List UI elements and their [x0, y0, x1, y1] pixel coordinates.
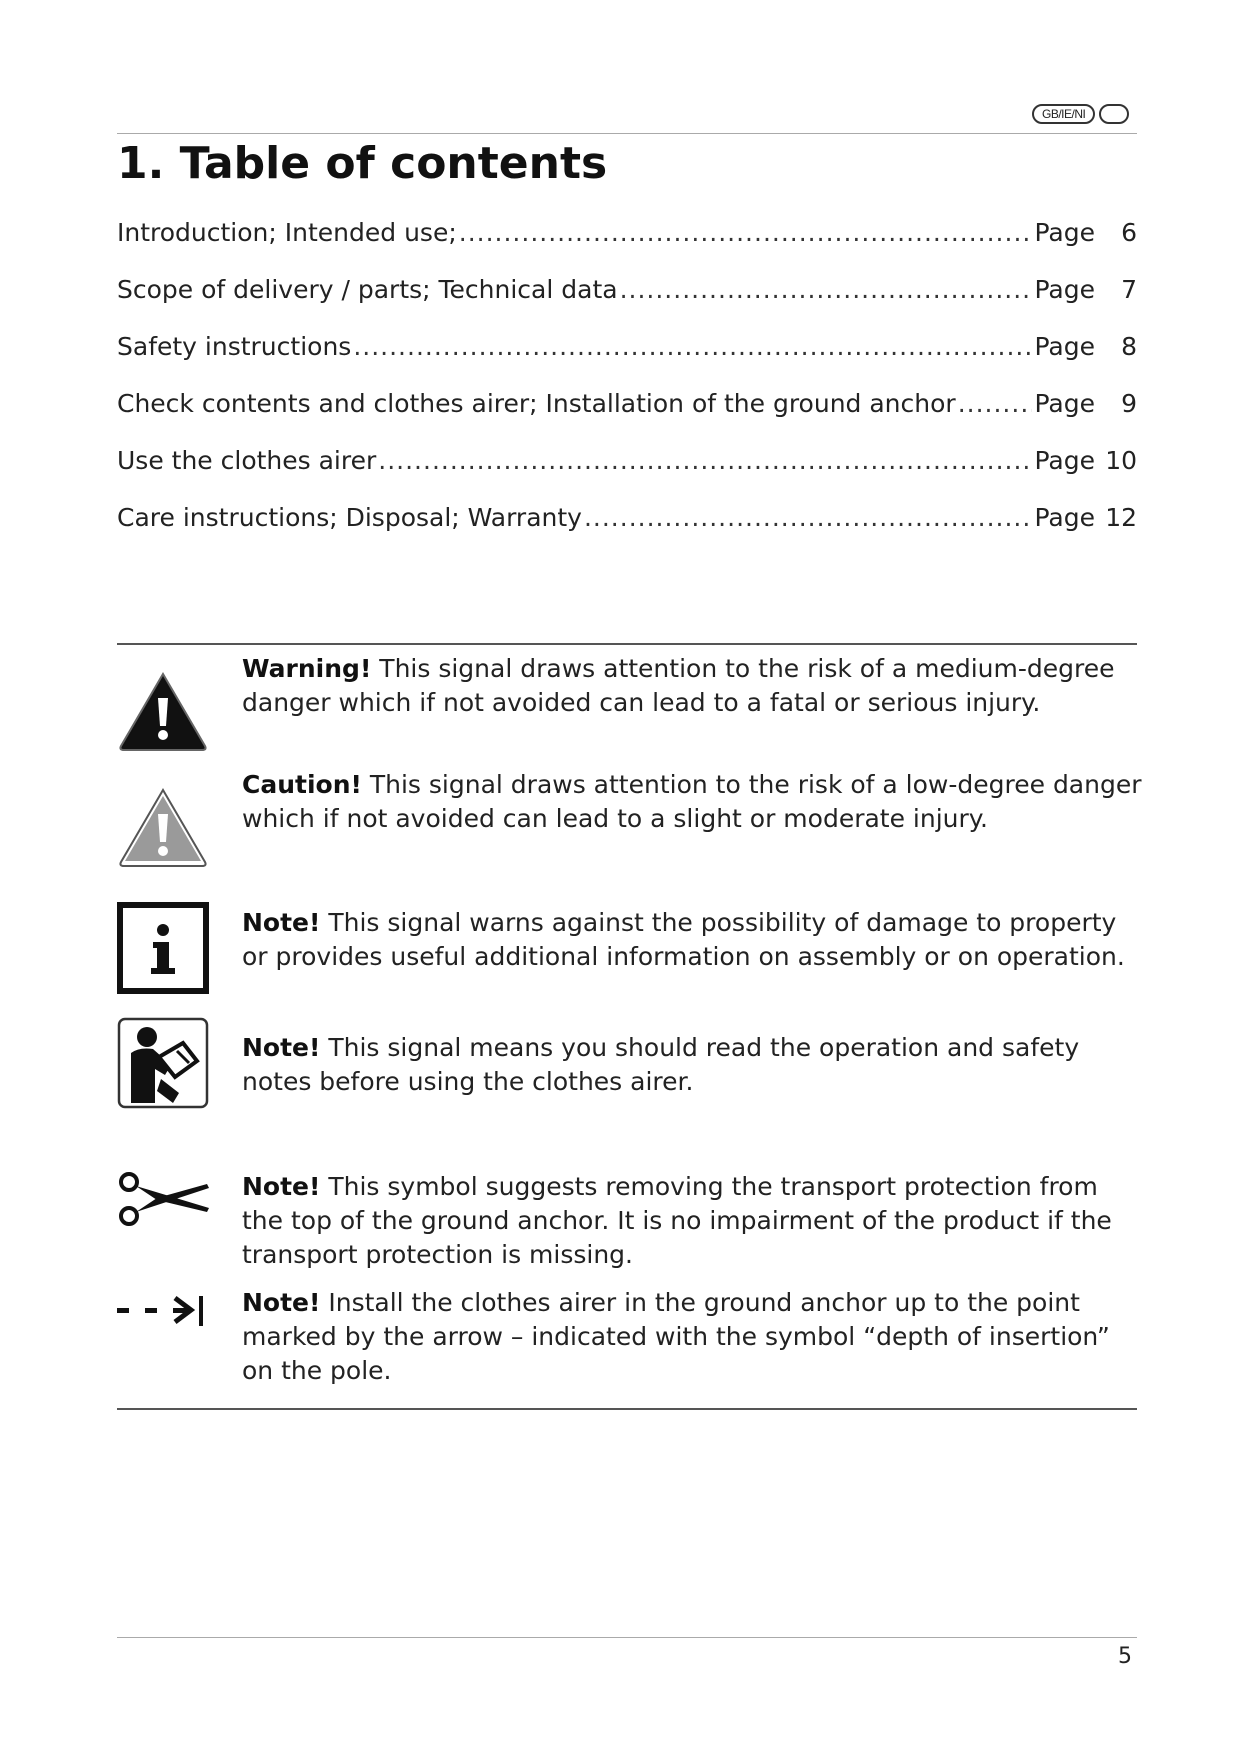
- note-text: Note! Install the clothes airer in the ground anchor up to the point marked by the arrow – indicated with the symbol “depth of insertion” on the pole.: [242, 1288, 1110, 1385]
- toc-entry-page: Page 7: [1034, 275, 1137, 304]
- toc-leader-dots: [620, 275, 1033, 304]
- info-icon: [117, 902, 211, 998]
- page-title: 1. Table of contents: [117, 138, 608, 189]
- read-manual-icon: [117, 1017, 211, 1113]
- toc-leader-dots: [958, 389, 1033, 418]
- scissors-icon: [117, 1170, 211, 1234]
- table-of-contents: [117, 218, 1137, 560]
- toc-entry-label: Use the clothes airer: [117, 446, 377, 475]
- toc-entry-label: Check contents and clothes airer; Installation of the ground anchor: [117, 389, 956, 418]
- language-codes: GB/IE/NI: [1032, 104, 1095, 124]
- toc-entry-label: Introduction; Intended use;: [117, 218, 457, 247]
- toc-entry-page: Page 9: [1034, 389, 1137, 418]
- toc-leader-dots: [459, 218, 1033, 247]
- language-blank-pill: [1099, 104, 1129, 124]
- page-number: 5: [1118, 1644, 1132, 1669]
- note-text: Note! This signal means you should read the operation and safety notes before using the clothes airer.: [242, 1033, 1080, 1096]
- section-rule-top: [117, 643, 1137, 645]
- toc-entry[interactable]: [117, 389, 1137, 446]
- note-text: Note! This symbol suggests removing the transport protection from the top of the ground anchor. It is no impairment of the product if the transport protection is missing.: [242, 1172, 1112, 1269]
- toc-entry-page: Page 12: [1034, 503, 1137, 532]
- footer-rule: [117, 1637, 1137, 1638]
- toc-entry[interactable]: [117, 503, 1137, 560]
- toc-leader-dots: [584, 503, 1033, 532]
- toc-entry-page: Page 6: [1034, 218, 1137, 247]
- language-badge: [1032, 104, 1129, 124]
- note-text: Note! This signal warns against the possibility of damage to property or provides useful additional information on assembly or on operation.: [242, 908, 1125, 971]
- toc-leader-dots: [353, 332, 1032, 361]
- toc-entry-label: Care instructions; Disposal; Warranty: [117, 503, 582, 532]
- header-rule: [117, 133, 1137, 134]
- toc-entry[interactable]: [117, 218, 1137, 275]
- toc-entry[interactable]: [117, 332, 1137, 389]
- toc-entry[interactable]: [117, 446, 1137, 503]
- toc-entry-label: Safety instructions: [117, 332, 352, 361]
- warning-triangle-black-icon: [117, 670, 211, 756]
- toc-entry-label: Scope of delivery / parts; Technical data: [117, 275, 618, 304]
- note-text: Warning! This signal draws attention to the risk of a medium-degree danger which if not avoided can lead to a fatal or serious injury.: [242, 654, 1115, 717]
- insertion-depth-arrow-icon: [117, 1292, 211, 1336]
- toc-entry-page: Page 10: [1034, 446, 1137, 475]
- toc-leader-dots: [378, 446, 1032, 475]
- toc-entry[interactable]: [117, 275, 1137, 332]
- section-rule-bottom: [117, 1408, 1137, 1410]
- caution-triangle-grey-icon: [117, 786, 211, 872]
- toc-entry-page: Page 8: [1034, 332, 1137, 361]
- note-text: Caution! This signal draws attention to the risk of a low-degree danger which if not avoided can lead to a slight or moderate injury.: [242, 770, 1142, 833]
